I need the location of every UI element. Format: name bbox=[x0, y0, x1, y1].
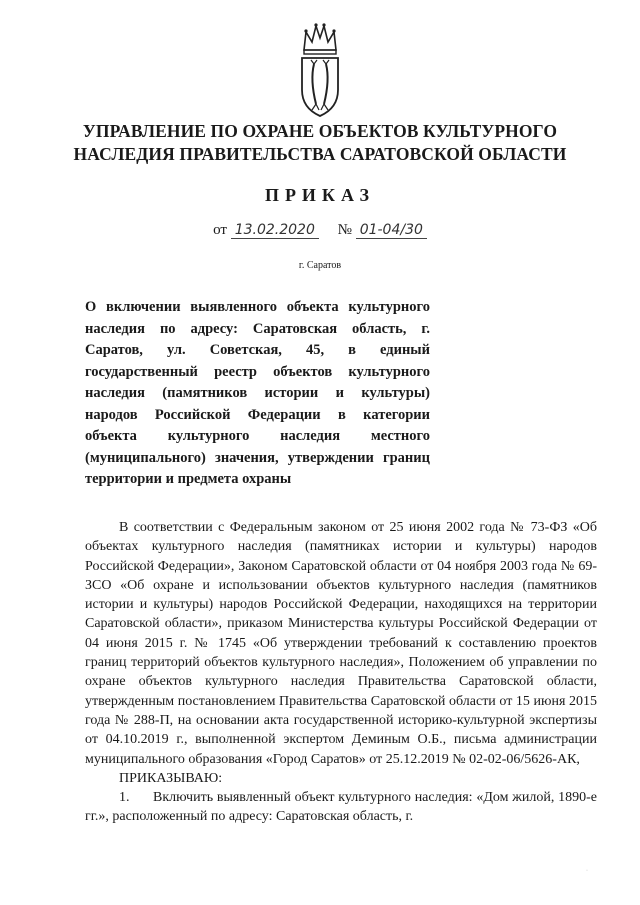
order-item-1 bbox=[85, 788, 597, 827]
organization-name-line-1: УПРАВЛЕНИЕ ПО ОХРАНЕ ОБЪЕКТОВ КУЛЬТУРНОГО bbox=[82, 121, 558, 141]
order-date-handwritten: 13.02.2020 bbox=[231, 222, 319, 239]
date-prefix: от bbox=[213, 222, 227, 238]
number-prefix: № bbox=[337, 222, 352, 238]
order-body bbox=[85, 518, 597, 827]
order-subject: О включении выявленного объекта культурного наследия по адресу: Саратовская область, г. Саратов, ул. Советская, 45, в единый государственный реестр объектов культурного наследия (памятников истории и культуры) народов Российской Федерации в категории объекта культурного наследия местного (муниципального) значения, утверждении границ территории и предмета охраны bbox=[85, 299, 430, 487]
order-city: г. Саратов bbox=[298, 260, 342, 271]
order-item-1-text: Включить выявленный объект культурного наследия: «Дом жилой, 1890-е гг.», расположенный по адресу: Саратовская область, г. bbox=[85, 790, 597, 825]
order-number-handwritten: 01-04/30 bbox=[356, 222, 427, 239]
order-item-1-number: 1. bbox=[119, 790, 130, 806]
organization-name-line-2: НАСЛЕДИЯ ПРАВИТЕЛЬСТВА САРАТОВСКОЙ ОБЛАСТИ bbox=[73, 144, 567, 164]
preamble-paragraph: В соответствии с Федеральным законом от 25 июня 2002 года № 73-ФЗ «Об объектах культурного наследия (памятниках истории и культуры) народов Российской Федерации», Законом Саратовской области от 04 ноября 2003 года № 69-ЗСО «Об охране и использовании объектов культурного наследия (памятников истории и культуры) народов Российской Федерации, находящихся на территории Саратовской области», приказом Министерства культуры Российской Федерации от 04 июня 2015 г. № 1745 «Об утверждении требований к составлению проектов границ территорий объектов культурного наследия», Положением об управлении по охране объектов культурного наследия Правительства Саратовской области, утвержденным постановлением Правительства Саратовской области от 15 июня 2015 года № 288-П, на основании акта государственной историко-культурной экспертизы от 04.10.2019 г., выполненной экспертом Деминым О.Б., письма администрации муниципального образования «Город Саратов» от 25.12.2019 № 02-02-06/5626-АК, bbox=[85, 520, 597, 767]
order-word: ПРИКАЗЫВАЮ: bbox=[119, 770, 223, 786]
order-date-number-line bbox=[0, 222, 640, 239]
order-title: ПРИКАЗ bbox=[264, 185, 376, 205]
organization-name bbox=[70, 120, 570, 166]
scan-dot: · bbox=[586, 868, 588, 874]
saratov-coat-of-arms-icon bbox=[298, 20, 342, 118]
